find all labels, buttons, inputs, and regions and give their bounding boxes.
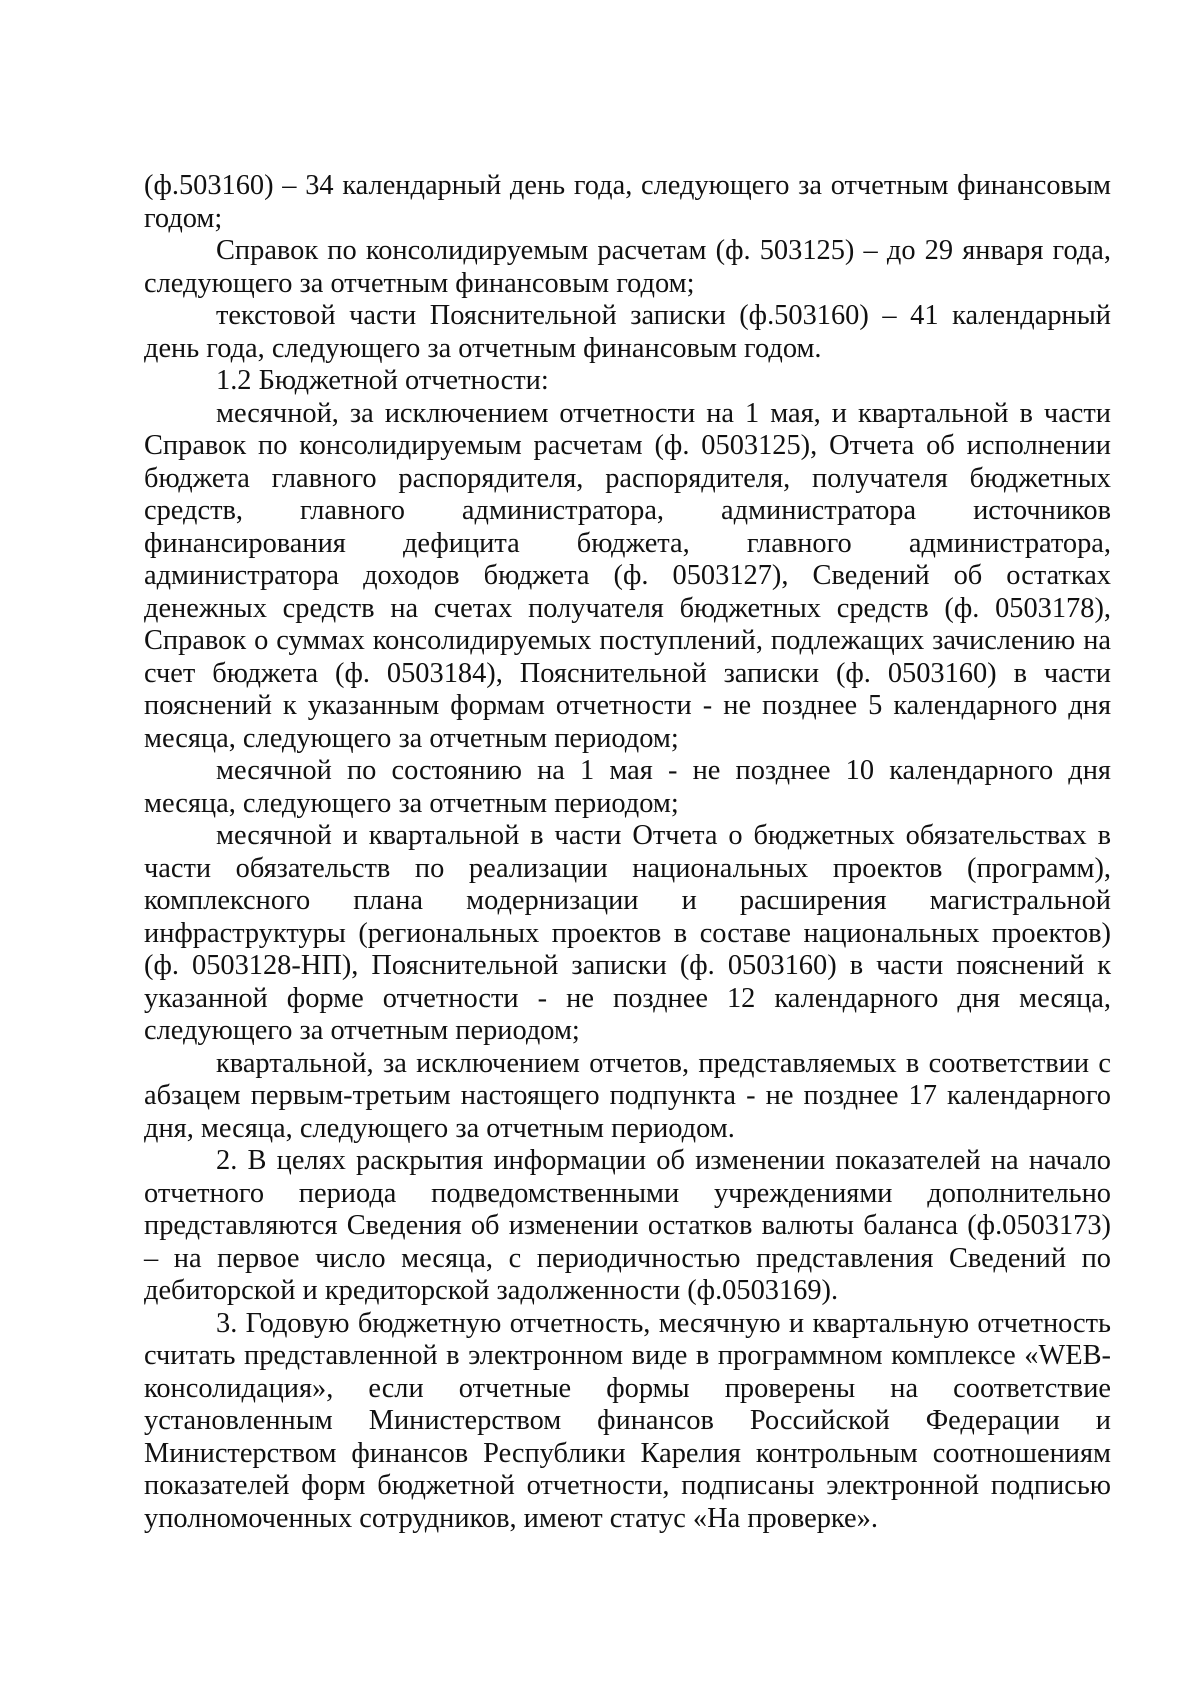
document-body bbox=[144, 170, 1111, 1535]
section-heading-1-2: 1.2 Бюджетной отчетности: bbox=[216, 365, 549, 396]
paragraph-national-projects: месячной и квартальной в части Отчета о бюджетных обязательствах в части обязательств по реализации национальных проектов (программ), комплексного плана модернизации и расширения магистральной инфраструктуры (региональных проектов в составе национальных проектов) (ф. 0503128-НП), Пояснительной записки (ф. 0503160) в части пояснений к указанной форме отчетности - не позднее 12 календарного дня месяца, следующего за отчетным периодом; bbox=[144, 820, 1111, 1046]
paragraph-consolidated-settlements: Справок по консолидируемым расчетам (ф. 503125) – до 29 января года, следующего за отчетным финансовым годом; bbox=[144, 235, 1111, 299]
paragraph-deadline-explanatory-note: (ф.503160) – 34 календарный день года, следующего за отчетным финансовым годом; bbox=[144, 170, 1111, 234]
paragraph-text-part-note: текстовой части Пояснительной записки (ф.503160) – 41 календарный день года, следующего за отчетным финансовым годом. bbox=[144, 300, 1111, 364]
paragraph-monthly-quarterly: месячной, за исключением отчетности на 1 мая, и квартальной в части Справок по консолидируемым расчетам (ф. 0503125), Отчета об исполнении бюджета главного распорядителя, распорядителя, получателя бюджетных средств, главного администратора, администратора источников финансирования дефицита бюджета, главного администратора, администратора доходов бюджета (ф. 0503127), Сведений об остатках денежных средств на счетах получателя бюджетных средств (ф. 0503178), Справок о суммах консолидируемых поступлений, подлежащих зачислению на счет бюджета (ф. 0503184), Пояснительной записки (ф. 0503160) в части пояснений к указанным формам отчетности - не позднее 5 календарного дня месяца, следующего за отчетным периодом; bbox=[144, 397, 1111, 754]
paragraph-item-3: 3. Годовую бюджетную отчетность, месячную и квартальную отчетность считать представленной в электронном виде в программном комплексе «WEB-консолидация», если отчетные формы проверены на соответствие установленным Министерством финансов Российской Федерации и Министерством финансов Республики Карелия контрольным соотношениям показателей форм бюджетной отчетности, подписаны электронной подписью уполномоченных сотрудников, имеют статус «На проверке». bbox=[144, 1307, 1111, 1534]
paragraph-quarterly: квартальной, за исключением отчетов, представляемых в соответствии с абзацем первым-третьим настоящего подпункта - не позднее 17 календарного дня, месяца, следующего за отчетным периодом. bbox=[144, 1047, 1111, 1144]
paragraph-item-2: 2. В целях раскрытия информации об изменении показателей на начало отчетного периода подведомственными учреждениями дополнительно представляются Сведения об изменении остатков валюты баланса (ф.0503173) – на первое число месяца, с периодичностью представления Сведений по дебиторской и кредиторской задолженности (ф.0503169). bbox=[144, 1145, 1111, 1306]
paragraph-monthly-may: месячной по состоянию на 1 мая - не позднее 10 календарного дня месяца, следующего за отчетным периодом; bbox=[144, 755, 1111, 819]
